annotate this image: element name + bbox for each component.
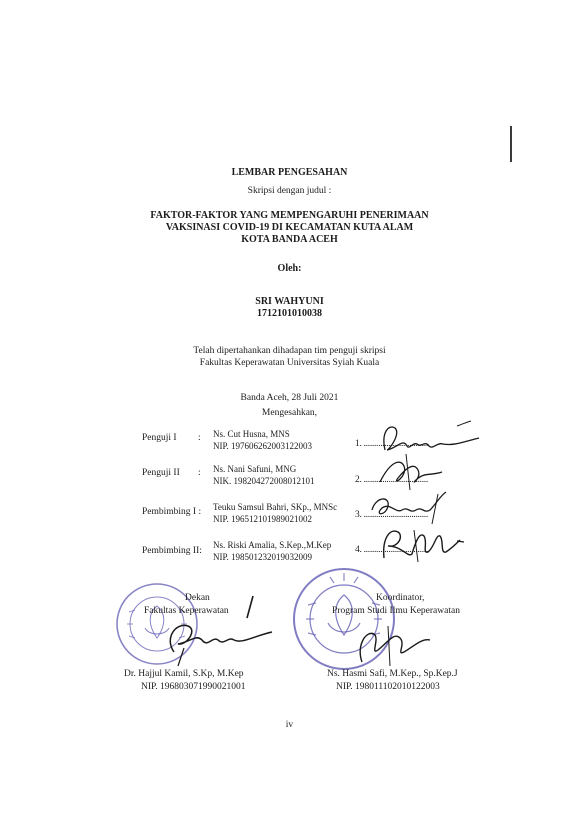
coordinator-title: Koordinator, — [376, 593, 425, 603]
examiner-2-signature-line: 2. ............................... — [355, 475, 428, 485]
coordinator-name: Ns. Hasmi Safi, M.Kep., Sp.Kep.J — [327, 669, 458, 679]
coordinator-signature — [348, 620, 438, 670]
author-name: SRI WAHYUNI — [255, 296, 324, 307]
thesis-title-line-2: VAKSINASI COVID-19 DI KECAMATAN KUTA ALAM — [165, 222, 414, 233]
dean-title: Dekan — [185, 593, 210, 603]
ink-mark — [455, 537, 467, 545]
supervisor-1-block — [213, 501, 337, 525]
supervisor-1-name: Teuku Samsul Bahri, SKp., MNSc — [213, 502, 338, 512]
supervisor-1-signature-line: 3. ............................... — [355, 510, 428, 520]
dean-nip: NIP. 196803071990021001 — [141, 682, 246, 692]
by-label: Oleh: — [277, 263, 302, 274]
examiner-1-name: Ns. Cut Husna, MNS — [213, 429, 290, 439]
document-subtitle: Skripsi dengan judul : — [247, 186, 332, 196]
defense-statement-line-1: Telah dipertahankan dihadapan tim penguji skripsi — [193, 346, 386, 356]
examiner-1-colon: : — [198, 433, 201, 443]
supervisor-1-role: Pembimbing I : — [142, 507, 202, 517]
supervisor-2-role: Pembimbing II: — [142, 546, 202, 556]
coordinator-program: Program Studi Ilmu Keperawatan — [332, 606, 460, 616]
thesis-title-line-3: KOTA BANDA ACEH — [241, 234, 338, 245]
examiner-1-nip: NIP. 197606262003122003 — [213, 441, 313, 451]
supervisor-2-block — [213, 539, 331, 563]
examiner-2-signature — [370, 452, 460, 492]
dean-name: Dr. Hajjul Kamil, S.Kp, M.Kep — [124, 669, 244, 679]
dean-faculty: Fakultas Keperawatan — [144, 606, 229, 616]
approved-label: Mengesahkan, — [261, 408, 318, 418]
supervisor-1-signature — [360, 488, 460, 528]
author-id: 1712101010038 — [257, 308, 322, 319]
coordinator-nip: NIP. 198011102010122003 — [336, 682, 440, 692]
examiner-1-signature-line: 1. ............................... — [355, 439, 428, 449]
dean-flourish — [244, 594, 258, 620]
paper-edge-shadow — [510, 126, 512, 162]
examiner-2-colon: : — [198, 468, 201, 478]
examiner-2-name: Ns. Nani Safuni, MNG — [213, 464, 297, 474]
thesis-title-line-1: FAKTOR-FAKTOR YANG MEMPENGARUHI PENERIMAAN — [150, 210, 429, 221]
examiner-2-role: Penguji II — [142, 468, 180, 478]
page-number: iv — [285, 720, 294, 730]
examiner-2-block — [213, 463, 315, 487]
examiner-1-block — [213, 428, 312, 452]
supervisor-2-signature-line: 4. ............................... — [355, 545, 428, 555]
supervisor-2-signature — [372, 524, 462, 566]
supervisor-2-name: Ns. Riski Amalia, S.Kep.,M.Kep — [213, 540, 332, 550]
place-date: Banda Aceh, 28 Juli 2021 — [240, 393, 339, 403]
defense-statement-line-2: Fakultas Keperawatan Universitas Syiah Kuala — [199, 358, 380, 368]
document-title: LEMBAR PENGESAHAN — [231, 167, 348, 178]
supervisor-1-nip: NIP. 196512101989021002 — [213, 514, 313, 524]
supervisor-2-nip: NIP. 198501232019032009 — [213, 552, 313, 562]
examiner-2-nip: NIK. 198204272008012101 — [213, 476, 315, 486]
dean-signature — [150, 612, 280, 668]
examiner-1-role: Penguji I — [142, 433, 177, 443]
